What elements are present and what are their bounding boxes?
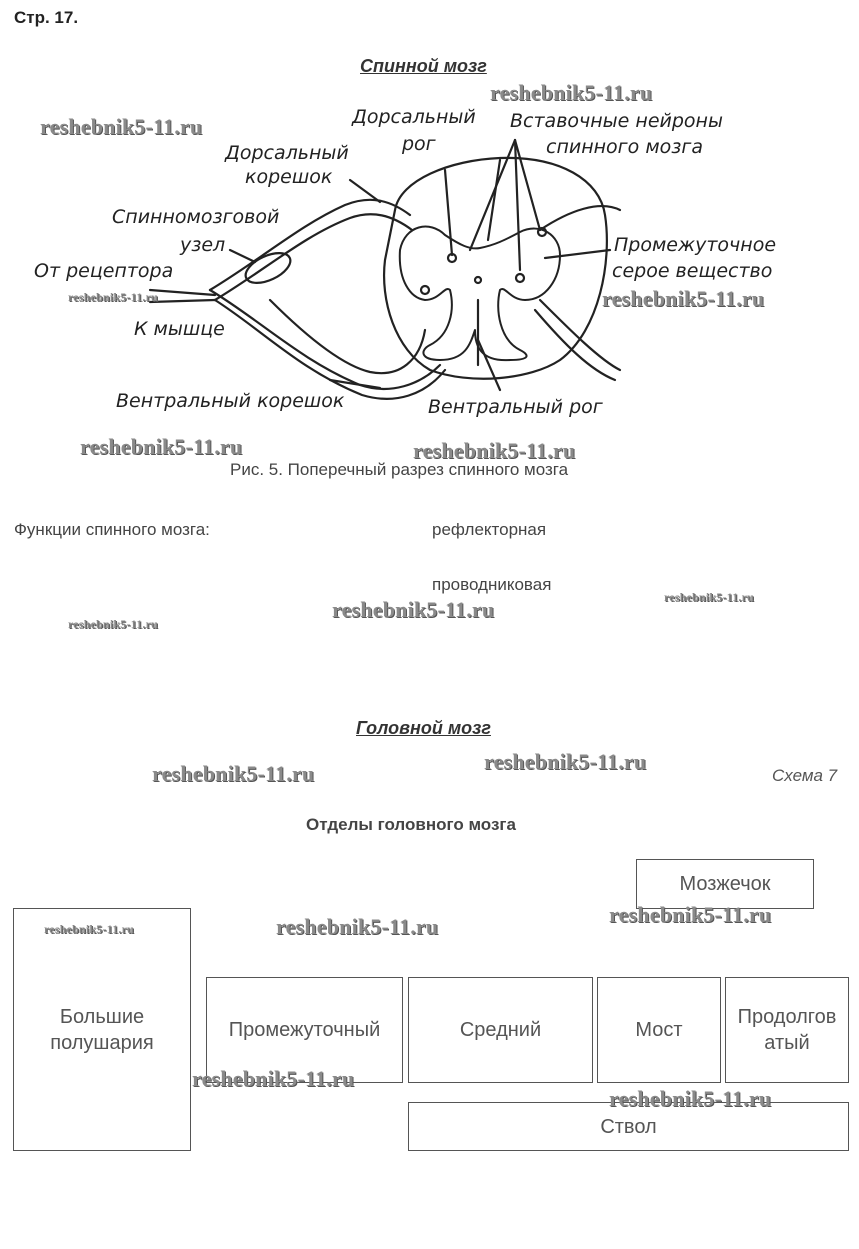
label-dorsal-horn-line1: Дорсальный — [352, 106, 476, 128]
watermark: reshebnik5-11.ru — [413, 438, 576, 463]
box-diencephalon: Промежуточный — [206, 977, 403, 1083]
watermark: reshebnik5-11.ru — [609, 1086, 772, 1111]
watermark: reshebnik5-11.ru — [602, 286, 765, 311]
page-number: Стр. 17. — [14, 8, 79, 27]
box-hemispheres: Большие полушария — [13, 908, 191, 1151]
watermark: reshebnik5-11.ru — [40, 114, 203, 139]
watermark: reshebnik5-11.ru — [68, 290, 158, 304]
figure-caption: Рис. 5. Поперечный разрез спинного мозга — [230, 460, 569, 479]
label-from-receptor: От рецептора — [34, 260, 174, 282]
watermark: reshebnik5-11.ru — [80, 434, 243, 459]
label-intermediate-gray-line2: серое вещество — [612, 260, 773, 282]
label-interneurons-line2: спинного мозга — [546, 136, 704, 158]
watermark: reshebnik5-11.ru — [44, 922, 134, 936]
brain-title: Головной мозг — [356, 718, 491, 738]
box-cerebellum: Мозжечок — [636, 859, 814, 909]
functions-heading: Функции спинного мозга: — [14, 520, 210, 539]
box-medulla: Продолговатый — [725, 977, 849, 1083]
spinal-cord-title: Спинной мозг — [360, 56, 487, 76]
label-dorsal-root-line1: Дорсальный — [225, 142, 349, 164]
label-ganglion-line1: Спинномозговой — [112, 206, 280, 228]
label-ventral-horn: Вентральный рог — [428, 396, 603, 418]
function-item-reflex: рефлекторная — [432, 520, 547, 539]
label-dorsal-root-line2: корешок — [245, 166, 333, 188]
box-pons: Мост — [597, 977, 721, 1083]
box-brainstem: Ствол — [408, 1102, 849, 1151]
ventral-root — [210, 290, 440, 389]
label-to-muscle: К мышце — [134, 318, 225, 340]
label-ganglion-line2: узел — [180, 234, 226, 256]
label-intermediate-gray-line1: Промежуточное — [614, 234, 777, 256]
watermark: reshebnik5-11.ru — [484, 749, 647, 774]
watermark: reshebnik5-11.ru — [664, 590, 754, 604]
label-ventral-root: Вентральный корешок — [116, 390, 345, 412]
label-interneurons-line1: Вставочные нейроны — [510, 110, 723, 132]
scheme-label: Схема 7 — [772, 766, 838, 785]
watermark: reshebnik5-11.ru — [609, 902, 772, 927]
watermark: reshebnik5-11.ru — [332, 597, 495, 622]
central-canal — [475, 277, 481, 283]
watermark: reshebnik5-11.ru — [490, 80, 653, 105]
box-midbrain: Средний — [408, 977, 593, 1083]
label-dorsal-horn-line2: рог — [402, 133, 436, 155]
watermark: reshebnik5-11.ru — [68, 617, 158, 631]
scheme-title: Отделы головного мозга — [306, 815, 516, 834]
function-item-conduction: проводниковая — [432, 575, 552, 594]
watermark: reshebnik5-11.ru — [276, 914, 439, 939]
watermark: reshebnik5-11.ru — [152, 761, 315, 786]
watermark: reshebnik5-11.ru — [192, 1066, 355, 1091]
